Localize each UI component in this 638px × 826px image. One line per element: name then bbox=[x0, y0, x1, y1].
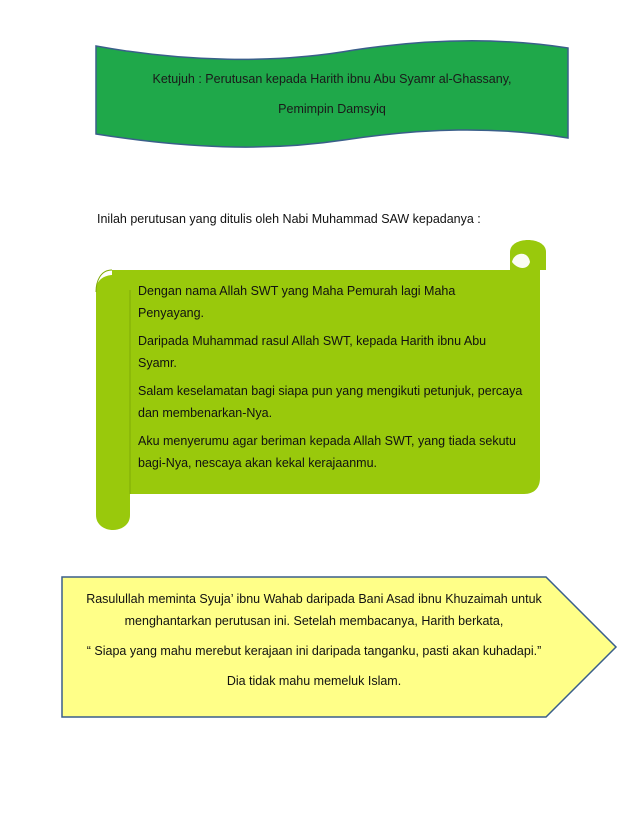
scroll-paragraph: Salam keselamatan bagi siapa pun yang mengikuti petunjuk, percaya dan membenarkan-Nya. bbox=[138, 384, 523, 420]
title-line-1: Ketujuh : Perutusan kepada Harith ibnu Abu Syamr al-Ghassany, bbox=[152, 72, 512, 86]
scroll-paragraph: Aku menyerumu agar beriman kepada Allah SWT, yang tiada sekutu bagi-Nya, nescaya akan kekal kerajaanmu. bbox=[138, 434, 516, 470]
intro-text: Inilah perutusan yang ditulis oleh Nabi Muhammad SAW kepadanya : bbox=[97, 212, 481, 226]
callout-line-2: menghantarkan perutusan ini. Setelah membacanya, Harith berkata, bbox=[124, 614, 504, 628]
callout-quote: “ Siapa yang mahu merebut kerajaan ini daripada tanganku, pasti akan kuhadapi.” bbox=[86, 644, 542, 658]
scroll-paragraph: Daripada Muhammad rasul Allah SWT, kepada Harith ibnu Abu Syamr. bbox=[138, 334, 487, 370]
scroll-paragraph: Dengan nama Allah SWT yang Maha Pemurah lagi Maha Penyayang. bbox=[138, 284, 456, 320]
title-line-2: Pemimpin Damsyiq bbox=[278, 102, 386, 116]
callout-text bbox=[64, 588, 564, 692]
callout-line-1: Rasulullah meminta Syuja’ ibnu Wahab daripada Bani Asad ibnu Khuzaimah untuk bbox=[86, 592, 542, 606]
callout-closing: Dia tidak mahu memeluk Islam. bbox=[226, 674, 402, 688]
